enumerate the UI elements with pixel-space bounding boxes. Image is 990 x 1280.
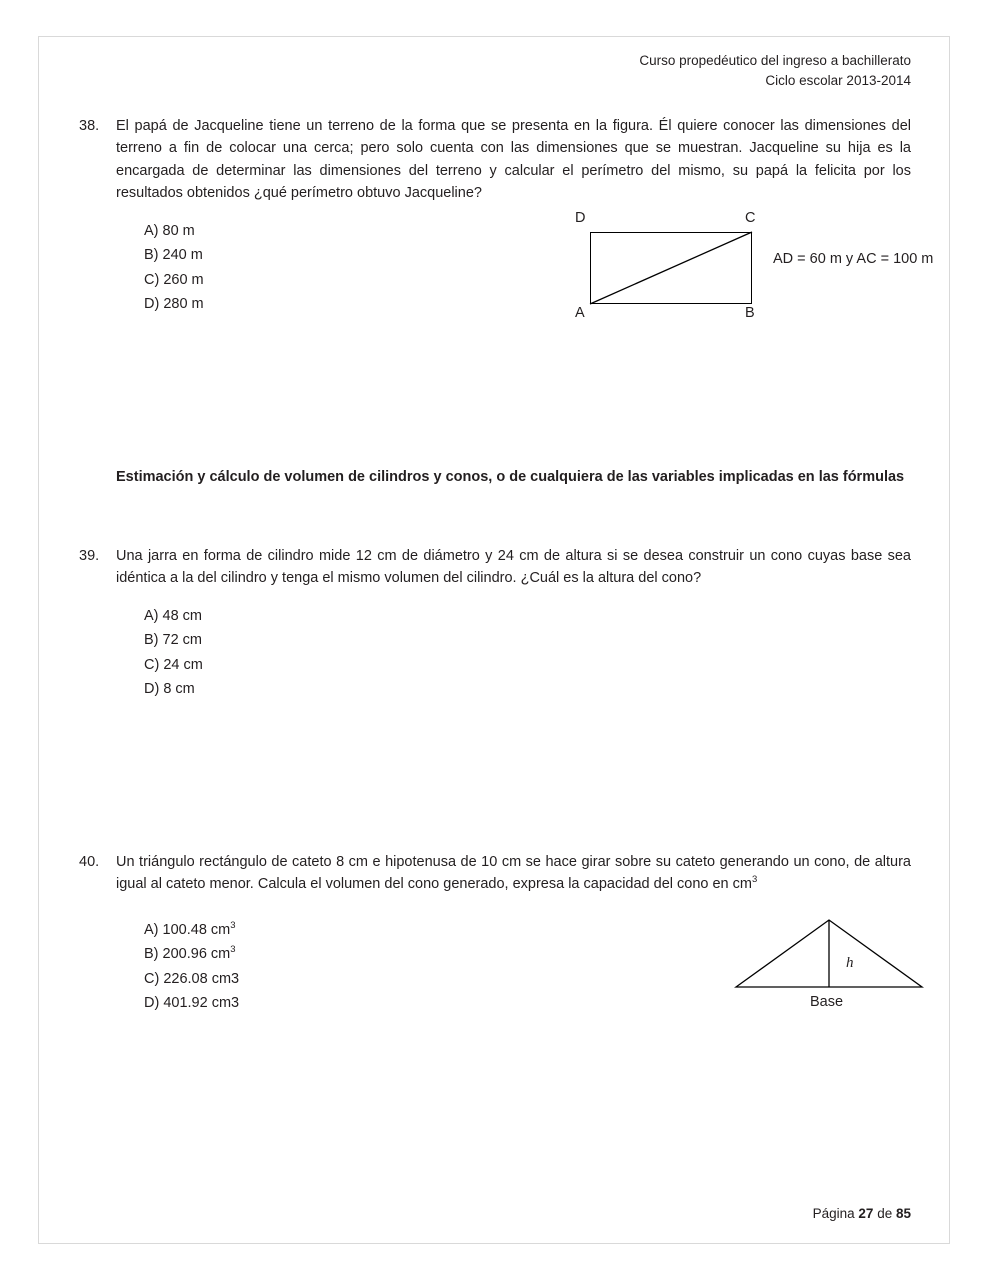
rectangle-vertex-a-label: A <box>575 305 585 321</box>
footer-prefix: Página <box>812 1206 859 1221</box>
question-39 <box>79 545 911 701</box>
question-40-text-exponent: 3 <box>751 874 758 886</box>
question-39-option-d[interactable]: D) 8 cm <box>144 681 195 698</box>
question-38-option-c[interactable]: C) 260 m <box>144 271 204 288</box>
triangle-height-label: h <box>846 955 854 971</box>
question-39-option-b[interactable]: B) 72 cm <box>144 632 203 649</box>
rectangle-measures-label: AD = 60 m y AC = 100 m <box>773 251 934 267</box>
header-course-line: Curso propedéutico del ingreso a bachillerato <box>639 53 911 68</box>
header-cycle-line: Ciclo escolar 2013-2014 <box>765 72 911 88</box>
question-39-option-c[interactable]: C) 24 cm <box>144 656 203 673</box>
question-39-options <box>144 604 911 701</box>
question-38-option-b[interactable]: B) 240 m <box>144 247 203 264</box>
question-40-text-body: Un triángulo rectángulo de cateto 8 cm e hipotenusa de 10 cm se hace girar sobre su cateto generando un cono, de altura igual al cateto menor. Calcula el volumen del cono generado, expresa la capacidad del cono en cm <box>116 854 911 893</box>
rectangle-vertex-c-label: C <box>745 210 756 226</box>
question-40-option-b-exponent: 3 <box>230 944 236 956</box>
footer-middle: de <box>873 1206 896 1221</box>
rectangle-vertex-d-label: D <box>575 210 586 226</box>
question-39-text: Una jarra en forma de cilindro mide 12 cm de diámetro y 24 cm de altura si se desea construir un cono cuyas base sea idéntica a la del cilindro y tenga el mismo volumen del cilindro. ¿Cuál es la altura del cono? <box>116 548 911 587</box>
footer-total-pages: 85 <box>895 1206 911 1221</box>
document-header <box>639 51 911 90</box>
triangle-figure <box>734 917 954 1027</box>
footer-page-number: 27 <box>858 1206 874 1221</box>
question-40-number: 40. <box>79 854 100 870</box>
question-38-option-d[interactable]: D) 280 m <box>144 295 204 312</box>
question-40-option-c-label: C) 226.08 cm3 <box>144 970 240 987</box>
question-39-option-a[interactable]: A) 48 cm <box>144 607 203 624</box>
triangle-shape-icon <box>734 917 924 992</box>
question-38-option-a[interactable]: A) 80 m <box>144 222 195 239</box>
page-content <box>79 37 934 1243</box>
rectangle-vertex-b-label: B <box>745 305 755 321</box>
question-40-text <box>116 851 911 896</box>
question-38-text: El papá de Jacqueline tiene un terreno de la forma que se presenta en la figura. Él quiere conocer las dimensiones del terreno a fin de colocar una cerca; pero solo cuenta con las dimensiones que se muestran. Jacqueline su hija es la encargada de determinar las dimensiones del terreno y calcular el perímetro del mismo, su papá la felicita por los resultados obtenidos ¿qué perímetro obtuvo Jacqueline? <box>116 118 911 202</box>
section-title: Estimación y cálculo de volumen de cilindros y conos, o de cualquiera de las variables implicadas en las fórmulas <box>116 469 905 485</box>
document-page <box>38 36 950 1244</box>
question-40-option-a-label: A) 100.48 cm <box>144 921 231 938</box>
question-39-number: 39. <box>79 548 100 564</box>
question-40-option-d-label: D) 401.92 cm3 <box>144 995 240 1012</box>
diagonal-line-icon <box>590 232 752 304</box>
rectangle-figure <box>545 210 945 332</box>
question-38-number: 38. <box>79 118 100 134</box>
question-40-option-b-label: B) 200.96 cm <box>144 946 231 963</box>
page-footer <box>813 1206 911 1221</box>
triangle-base-label: Base <box>810 994 844 1010</box>
question-40-option-a-exponent: 3 <box>230 920 236 932</box>
